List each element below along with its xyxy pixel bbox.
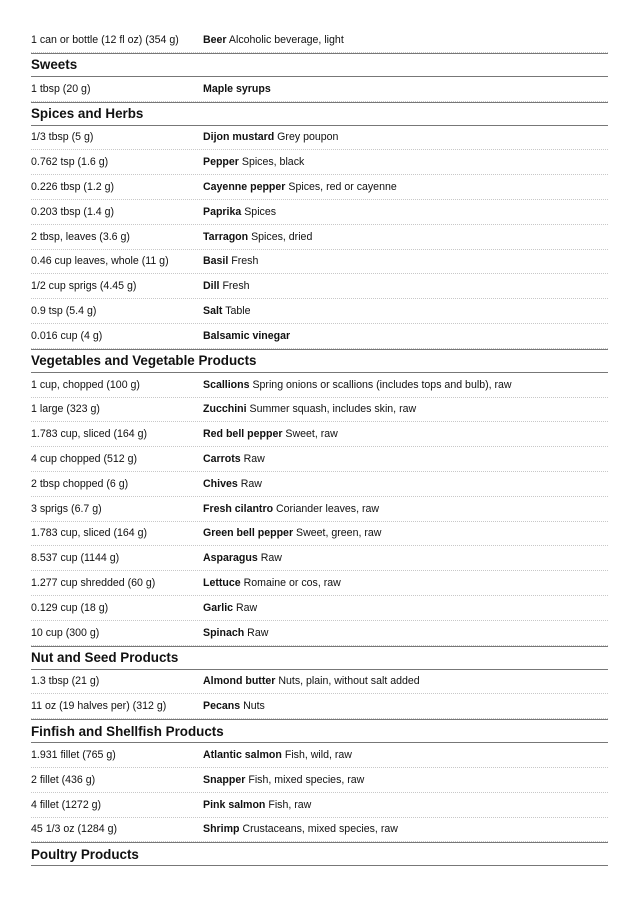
- ingredient-description: Nuts: [243, 700, 265, 713]
- ingredient-food: [203, 453, 608, 465]
- ingredient-quantity: 0.226 tbsp (1.2 g): [31, 181, 115, 194]
- ingredient-row: [31, 28, 608, 53]
- ingredient-quantity: 1 tbsp (20 g): [31, 82, 91, 95]
- ingredient-description: Alcoholic beverage, light: [228, 33, 344, 46]
- ingredient-name: Shrimp: [203, 823, 240, 836]
- ingredient-row: [31, 571, 608, 596]
- ingredient-row: [31, 522, 608, 547]
- ingredient-quantity: 8.537 cup (1144 g): [31, 552, 120, 565]
- ingredient-quantity: 0.016 cup (4 g): [31, 329, 103, 342]
- ingredient-description: Sweet, raw: [285, 428, 338, 441]
- ingredient-food: [203, 527, 608, 539]
- ingredient-name: Maple syrups: [203, 82, 271, 95]
- section-heading: Finfish and Shellfish Products: [31, 719, 608, 743]
- section-heading: Vegetables and Vegetable Products: [31, 349, 608, 373]
- ingredient-row: [31, 447, 608, 472]
- ingredient-row: [31, 373, 608, 398]
- ingredient-quantity: 1 cup, chopped (100 g): [31, 378, 140, 391]
- ingredient-quantity: 10 cup (300 g): [31, 626, 100, 639]
- ingredient-food: [203, 34, 608, 46]
- ingredient-name: Beer: [203, 33, 227, 46]
- ingredient-list: [31, 28, 608, 866]
- ingredient-description: Crustaceans, mixed species, raw: [242, 823, 398, 836]
- ingredient-name: Zucchini: [203, 403, 247, 416]
- ingredient-food: [203, 552, 608, 564]
- ingredient-food: [203, 156, 608, 168]
- ingredient-description: Raw: [243, 453, 265, 466]
- ingredient-food: [203, 379, 608, 391]
- ingredient-description: Coriander leaves, raw: [276, 502, 380, 515]
- ingredient-description: Spring onions or scallions (includes tops and bulb), raw: [252, 378, 512, 391]
- ingredient-food: [203, 774, 608, 786]
- ingredient-food: [203, 305, 608, 317]
- ingredient-name: Tarragon: [203, 230, 249, 243]
- ingredient-name: Garlic: [203, 601, 234, 614]
- ingredient-name: Dijon mustard: [203, 131, 275, 144]
- ingredient-row: [31, 793, 608, 818]
- ingredient-quantity: 1.277 cup shredded (60 g): [31, 577, 156, 590]
- ingredient-row: [31, 670, 608, 695]
- ingredient-description: Raw: [260, 552, 282, 565]
- ingredient-quantity: 1.783 cup, sliced (164 g): [31, 527, 148, 540]
- ingredient-description: Raw: [240, 477, 262, 490]
- ingredient-row: [31, 175, 608, 200]
- ingredient-description: Raw: [236, 601, 258, 614]
- ingredient-quantity: 1 large (323 g): [31, 403, 100, 416]
- ingredient-quantity: 1.783 cup, sliced (164 g): [31, 428, 148, 441]
- ingredient-row: [31, 225, 608, 250]
- ingredient-name: Snapper: [203, 773, 246, 786]
- ingredient-quantity: 0.203 tbsp (1.4 g): [31, 205, 115, 218]
- ingredient-food: [203, 330, 608, 342]
- ingredient-description: Romaine or cos, raw: [243, 577, 341, 590]
- ingredient-food: [203, 206, 608, 218]
- ingredient-quantity: 1/2 cup sprigs (4.45 g): [31, 280, 137, 293]
- ingredient-row: [31, 472, 608, 497]
- ingredient-row: [31, 77, 608, 102]
- ingredient-name: Scallions: [203, 378, 250, 391]
- ingredient-row: [31, 422, 608, 447]
- ingredient-name: Green bell pepper: [203, 527, 294, 540]
- ingredient-name: Pepper: [203, 156, 239, 169]
- ingredient-row: [31, 621, 608, 646]
- ingredient-quantity: 2 tbsp chopped (6 g): [31, 477, 129, 490]
- ingredient-name: Carrots: [203, 453, 241, 466]
- ingredient-food: [203, 749, 608, 761]
- ingredient-description: Raw: [247, 626, 269, 639]
- ingredient-food: [203, 823, 608, 835]
- ingredient-name: Atlantic salmon: [203, 749, 282, 762]
- ingredient-description: Fish, wild, raw: [284, 749, 352, 762]
- ingredient-food: [203, 700, 608, 712]
- ingredient-name: Dill: [203, 280, 220, 293]
- section-heading: Spices and Herbs: [31, 102, 608, 126]
- ingredient-name: Almond butter: [203, 675, 276, 688]
- ingredient-food: [203, 181, 608, 193]
- ingredient-description: Spices: [244, 205, 277, 218]
- ingredient-description: Summer squash, includes skin, raw: [249, 403, 417, 416]
- ingredient-food: [203, 799, 608, 811]
- ingredient-name: Cayenne pepper: [203, 181, 286, 194]
- ingredient-row: [31, 274, 608, 299]
- ingredient-name: Spinach: [203, 626, 245, 639]
- ingredient-name: Paprika: [203, 205, 242, 218]
- ingredient-food: [203, 503, 608, 515]
- ingredient-description: Spices, dried: [251, 230, 313, 243]
- ingredient-row: [31, 150, 608, 175]
- ingredient-description: Fresh: [231, 255, 259, 268]
- ingredient-quantity: 1 can or bottle (12 fl oz) (354 g): [31, 33, 179, 46]
- ingredient-name: Red bell pepper: [203, 428, 283, 441]
- ingredient-food: [203, 131, 608, 143]
- ingredient-name: Balsamic vinegar: [203, 329, 291, 342]
- ingredient-description: Sweet, green, raw: [296, 527, 382, 540]
- section-heading: Poultry Products: [31, 842, 608, 866]
- ingredient-description: Fish, raw: [268, 798, 312, 811]
- ingredient-quantity: 0.9 tsp (5.4 g): [31, 305, 97, 318]
- ingredient-name: Chives: [203, 477, 238, 490]
- ingredient-row: [31, 299, 608, 324]
- ingredient-food: [203, 255, 608, 267]
- ingredient-food: [203, 428, 608, 440]
- ingredient-quantity: 1.3 tbsp (21 g): [31, 675, 100, 688]
- ingredient-row: [31, 596, 608, 621]
- ingredient-food: [203, 602, 608, 614]
- ingredient-quantity: 2 fillet (436 g): [31, 773, 96, 786]
- ingredient-row: [31, 126, 608, 151]
- ingredient-food: [203, 231, 608, 243]
- ingredient-row: [31, 743, 608, 768]
- ingredient-name: Salt: [203, 305, 223, 318]
- ingredient-quantity: 11 oz (19 halves per) (312 g): [31, 700, 167, 713]
- ingredient-quantity: 3 sprigs (6.7 g): [31, 502, 102, 515]
- ingredient-food: [203, 83, 608, 95]
- ingredient-quantity: 0.762 tsp (1.6 g): [31, 156, 109, 169]
- ingredient-name: Lettuce: [203, 577, 241, 590]
- ingredient-name: Pink salmon: [203, 798, 266, 811]
- ingredient-food: [203, 675, 608, 687]
- ingredient-row: [31, 200, 608, 225]
- ingredient-description: Grey poupon: [277, 131, 339, 144]
- ingredient-quantity: 2 tbsp, leaves (3.6 g): [31, 230, 130, 243]
- ingredient-description: Nuts, plain, without salt added: [278, 675, 420, 688]
- section-heading: Nut and Seed Products: [31, 646, 608, 670]
- ingredient-row: [31, 250, 608, 275]
- ingredient-food: [203, 280, 608, 292]
- ingredient-quantity: 0.46 cup leaves, whole (11 g): [31, 255, 169, 268]
- ingredient-food: [203, 577, 608, 589]
- ingredient-description: Table: [225, 305, 251, 318]
- ingredient-row: [31, 497, 608, 522]
- ingredient-description: Fish, mixed species, raw: [248, 773, 365, 786]
- ingredient-quantity: 1/3 tbsp (5 g): [31, 131, 94, 144]
- ingredient-quantity: 0.129 cup (18 g): [31, 601, 109, 614]
- ingredient-description: Spices, black: [241, 156, 305, 169]
- ingredient-quantity: 45 1/3 oz (1284 g): [31, 823, 117, 836]
- ingredient-name: Fresh cilantro: [203, 502, 274, 515]
- ingredient-name: Pecans: [203, 700, 241, 713]
- ingredient-row: [31, 398, 608, 423]
- ingredient-food: [203, 627, 608, 639]
- ingredient-quantity: 4 fillet (1272 g): [31, 798, 102, 811]
- ingredient-quantity: 4 cup chopped (512 g): [31, 453, 138, 466]
- ingredient-row: [31, 324, 608, 349]
- ingredient-name: Basil: [203, 255, 229, 268]
- ingredient-description: Fresh: [222, 280, 250, 293]
- ingredient-row: [31, 768, 608, 793]
- ingredient-name: Asparagus: [203, 552, 258, 565]
- ingredient-food: [203, 403, 608, 415]
- ingredient-description: Spices, red or cayenne: [288, 181, 397, 194]
- ingredient-quantity: 1.931 fillet (765 g): [31, 749, 116, 762]
- ingredient-row: [31, 546, 608, 571]
- ingredient-row: [31, 818, 608, 843]
- ingredient-row: [31, 694, 608, 719]
- section-heading: Sweets: [31, 53, 608, 77]
- ingredient-food: [203, 478, 608, 490]
